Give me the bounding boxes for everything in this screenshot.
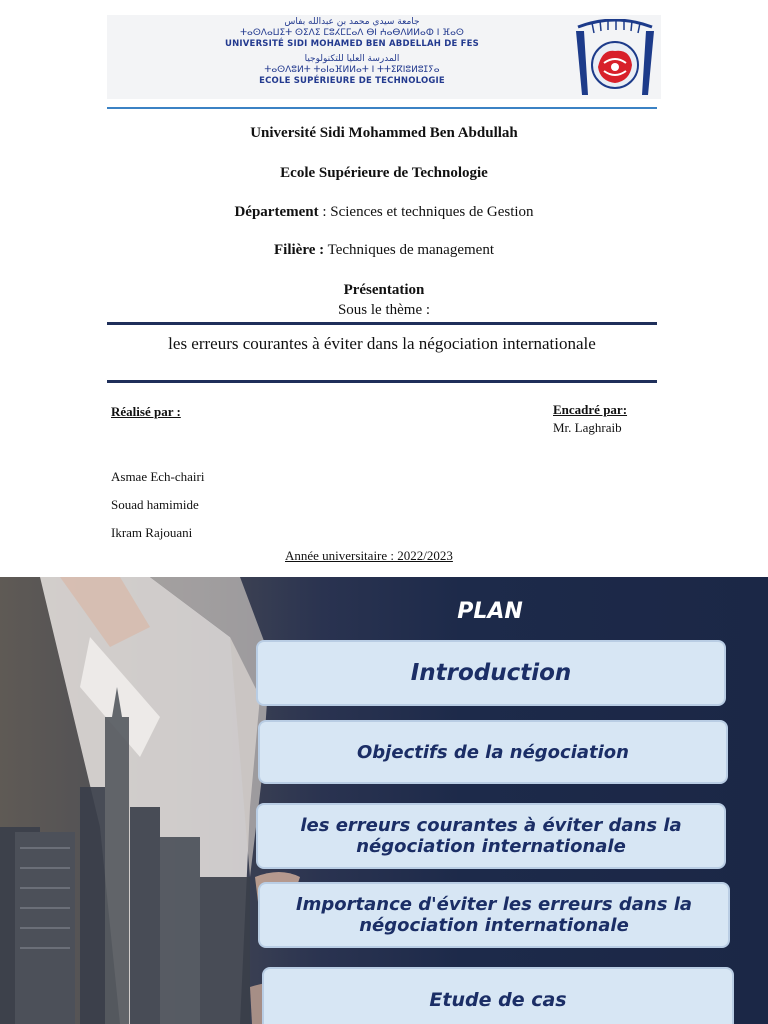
tifinagh-school-name: ⵜⴰⵙⴷⵓⵍⵜ ⵜⴰⵏⴰⴼⵍⵍⴰⵜ ⵏ ⵜⵜⵉⴽⵏⵓⵍⵓⵊⵢⴰ [264,65,440,75]
department-line [107,203,661,221]
plan-item-box [262,967,734,1024]
arabic-university-name: جامعة سيدي محمد بن عبدالله بفاس [284,17,420,27]
academic-year: Année universitaire : 2022/2023 [285,548,453,563]
university-name: Université Sidi Mohammed Ben Abdullah [250,125,518,141]
plan-item-box [256,640,726,706]
student-name: Asmae Ech-chairi [111,469,205,484]
plan-item-label: les erreurs courantes à éviter dans la négociation internationale [300,815,682,857]
plan-item-box [258,720,728,784]
realise-par-label: Réalisé par : [111,404,181,419]
plan-item-box [256,803,726,869]
arabic-school-name: المدرسة العليا للتكنولوجيا [304,54,400,64]
department-label: Département [234,204,319,220]
university-seal-icon [570,19,660,97]
filiere-label: Filière : [274,242,325,258]
header-divider [107,107,657,109]
sous-theme-label: Sous le thème : [337,302,431,318]
university-header-banner [107,15,661,99]
plan-item-box [258,882,730,948]
plan-item-label: Importance d'éviter les erreurs dans la négociation internationale [295,894,693,936]
header-texts [187,17,517,87]
presentation-heading: Présentation [343,282,425,298]
plan-item-label: Etude de cas [429,989,567,1011]
plan-item-label: Introduction [410,660,572,686]
tifinagh-university-name: ⵜⴰⵙⴷⴰⵡⵉⵜ ⵙⵉⴷⵉ ⵎⵓⵃⵎⵎⴰⴷ ⴱⵏ ⵄⴰⴱⴷⵍⵍⴰⵀ ⵏ ⴼⴰⵙ [240,28,464,38]
french-university-name: UNIVERSITÉ SIDI MOHAMED BEN ABDELLAH DE FES [225,39,479,49]
plan-title: PLAN [457,599,523,624]
french-school-name: ECOLE SUPÉRIEURE DE TECHNOLOGIE [259,76,445,86]
filiere-line [107,241,661,259]
filiere-value: Techniques de management [324,242,494,258]
plan-slide [0,577,768,1024]
department-value: : Sciences et techniques de Gestion [318,204,534,220]
school-name: Ecole Supérieure de Technologie [280,165,488,181]
theme-title: les erreurs courantes à éviter dans la négociation internationale [168,334,596,353]
supervisor-name: Mr. Laghraib [553,420,622,435]
encadre-par-label: Encadré par: [553,402,628,417]
student-name: Ikram Rajouani [111,525,193,540]
theme-bottom-rule [107,380,657,383]
theme-top-rule [107,322,657,325]
plan-item-label: Objectifs de la négociation [357,741,629,763]
student-name: Souad hamimide [111,497,199,512]
